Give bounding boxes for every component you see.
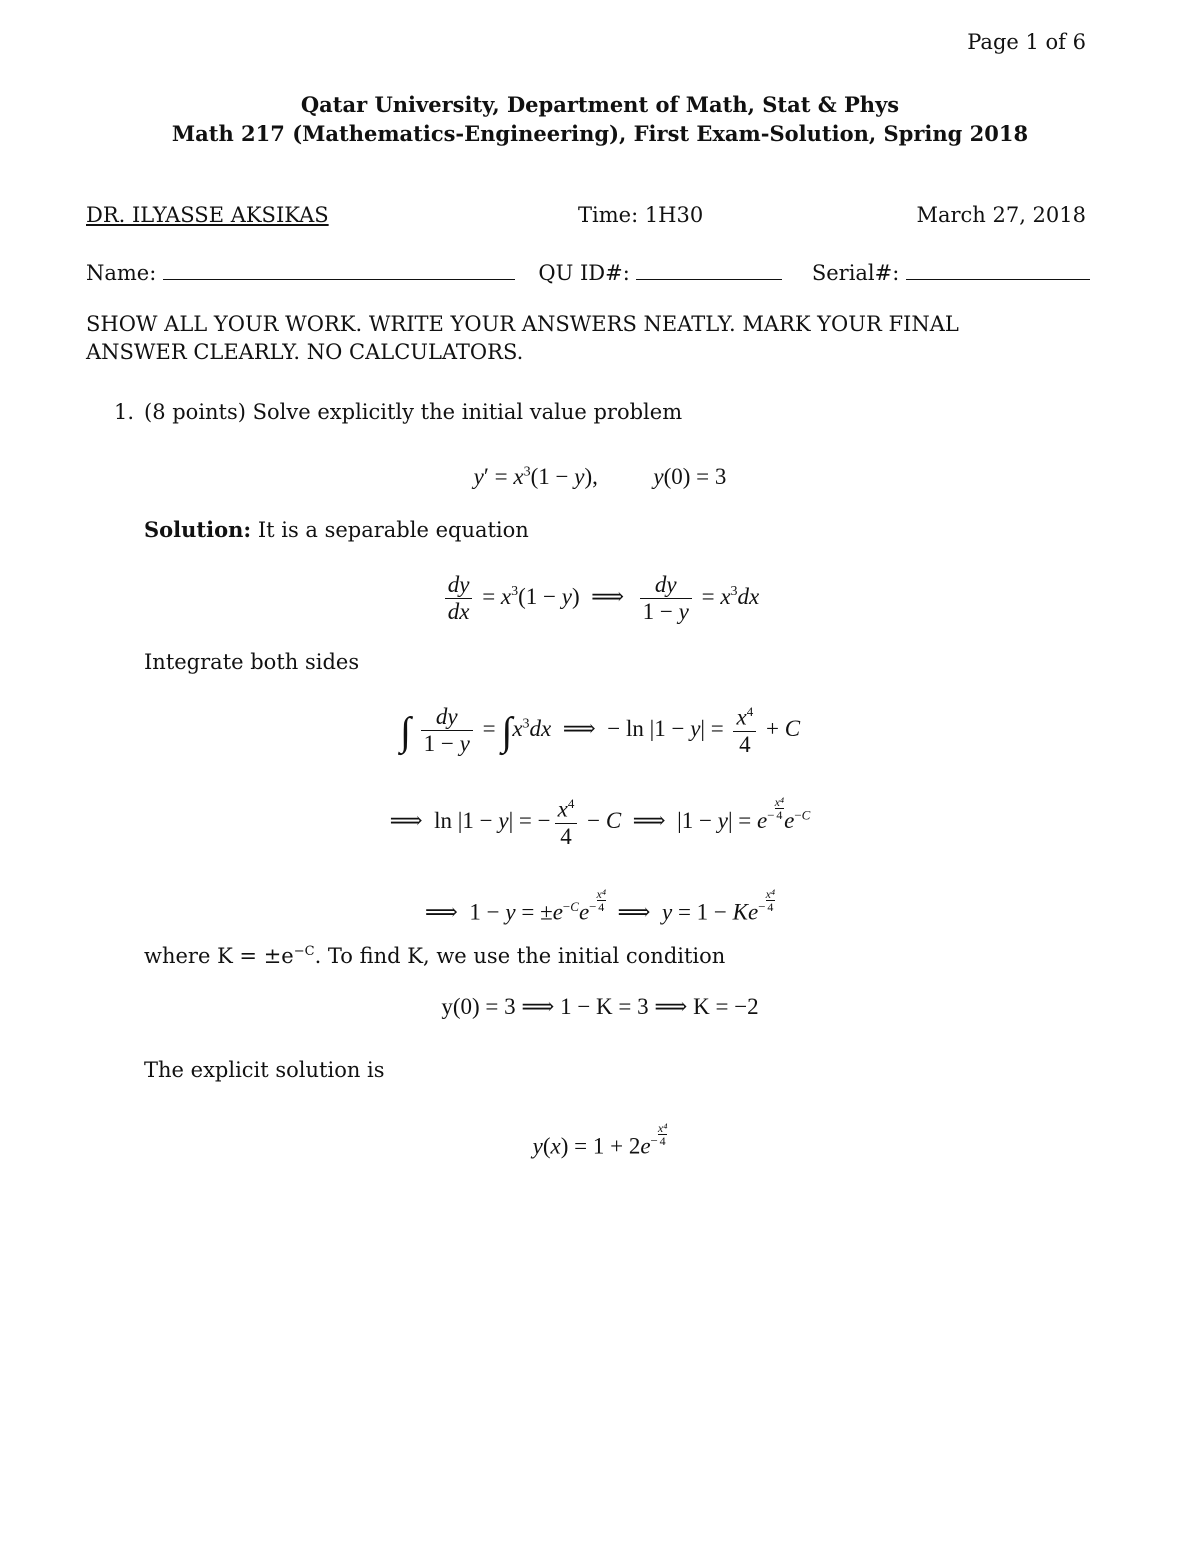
instructions-line-1: SHOW ALL YOUR WORK. WRITE YOUR ANSWERS NEATLY. MARK YOUR FINAL: [86, 312, 959, 336]
serial-field[interactable]: [906, 259, 1090, 280]
ln-equation: ⟹ ln |1 − y| = − $\frac{x^4}{4}$ − C ⟹ |1 − y| = e− $\frac{\text{x⁴}}{4}$ $e^{-C}$: [389, 795, 811, 849]
initial-condition-equation: y(0) = 3 ⟹ 1 − K = 3 ⟹ K = −2: [441, 994, 759, 1019]
exam-date: March 27, 2018: [916, 203, 1086, 227]
problem-1-statement: (8 points) Solve explicitly the initial value problem: [144, 400, 683, 424]
separable-equation: $\frac{dy}{dx}$ = $x^3(1 - y)$ ⟹ $\frac{dy}{1 - y}$ = $x^3dx$: [0, 572, 1200, 625]
serial-label: Serial#:: [811, 261, 900, 285]
solution-intro-text: It is a separable equation: [257, 518, 529, 542]
exam-time: Time: 1H30: [578, 203, 704, 227]
problem-1-number: 1.: [114, 400, 135, 424]
name-field[interactable]: [163, 259, 515, 280]
where-k-text: where $K = \pm e^{-C}$. To find K, we use the initial condition: [144, 944, 726, 968]
name-row: [86, 259, 1090, 285]
course-title: Math 217 (Mathematics-Engineering), First Exam-Solution, Spring 2018: [171, 121, 1029, 146]
solution-label: Solution:: [144, 517, 252, 542]
instructions-line-2: ANSWER CLEARLY. NO CALCULATORS.: [86, 340, 524, 364]
integral-equation: ∫ $\frac{dy}{1 - y}$ = $\int x^3dx$ ⟹ − ln |1 − y| = $\frac{x^4}{4}$ + C: [399, 704, 801, 757]
page-number: Page 1 of 6: [967, 30, 1086, 54]
id-field[interactable]: [636, 259, 782, 280]
exp-equation: ⟹ $1 - y = \pm e^{-C}e^-$ $\frac{\text{x⁴}}{4}$ ⟹ y = 1 − Ke− $\frac{\text{x⁴}}{4}$: [424, 887, 776, 925]
instructor-name: DR. ILYASSE AKSIKAS: [86, 203, 329, 227]
ivp-equation: $y' = x^3(1 - y)$, y(0) = 3: [473, 464, 727, 489]
id-label: QU ID#:: [538, 261, 630, 285]
name-label: Name:: [86, 261, 157, 285]
university-title: Qatar University, Department of Math, Stat & Phys: [300, 92, 900, 117]
solution-intro: [144, 517, 529, 542]
final-answer: y(x) = 1 + 2e− $\frac{\text{x⁴}}{4}$: [532, 1121, 668, 1159]
explicit-solution-text: The explicit solution is: [144, 1058, 385, 1082]
integrate-text: Integrate both sides: [144, 650, 360, 674]
